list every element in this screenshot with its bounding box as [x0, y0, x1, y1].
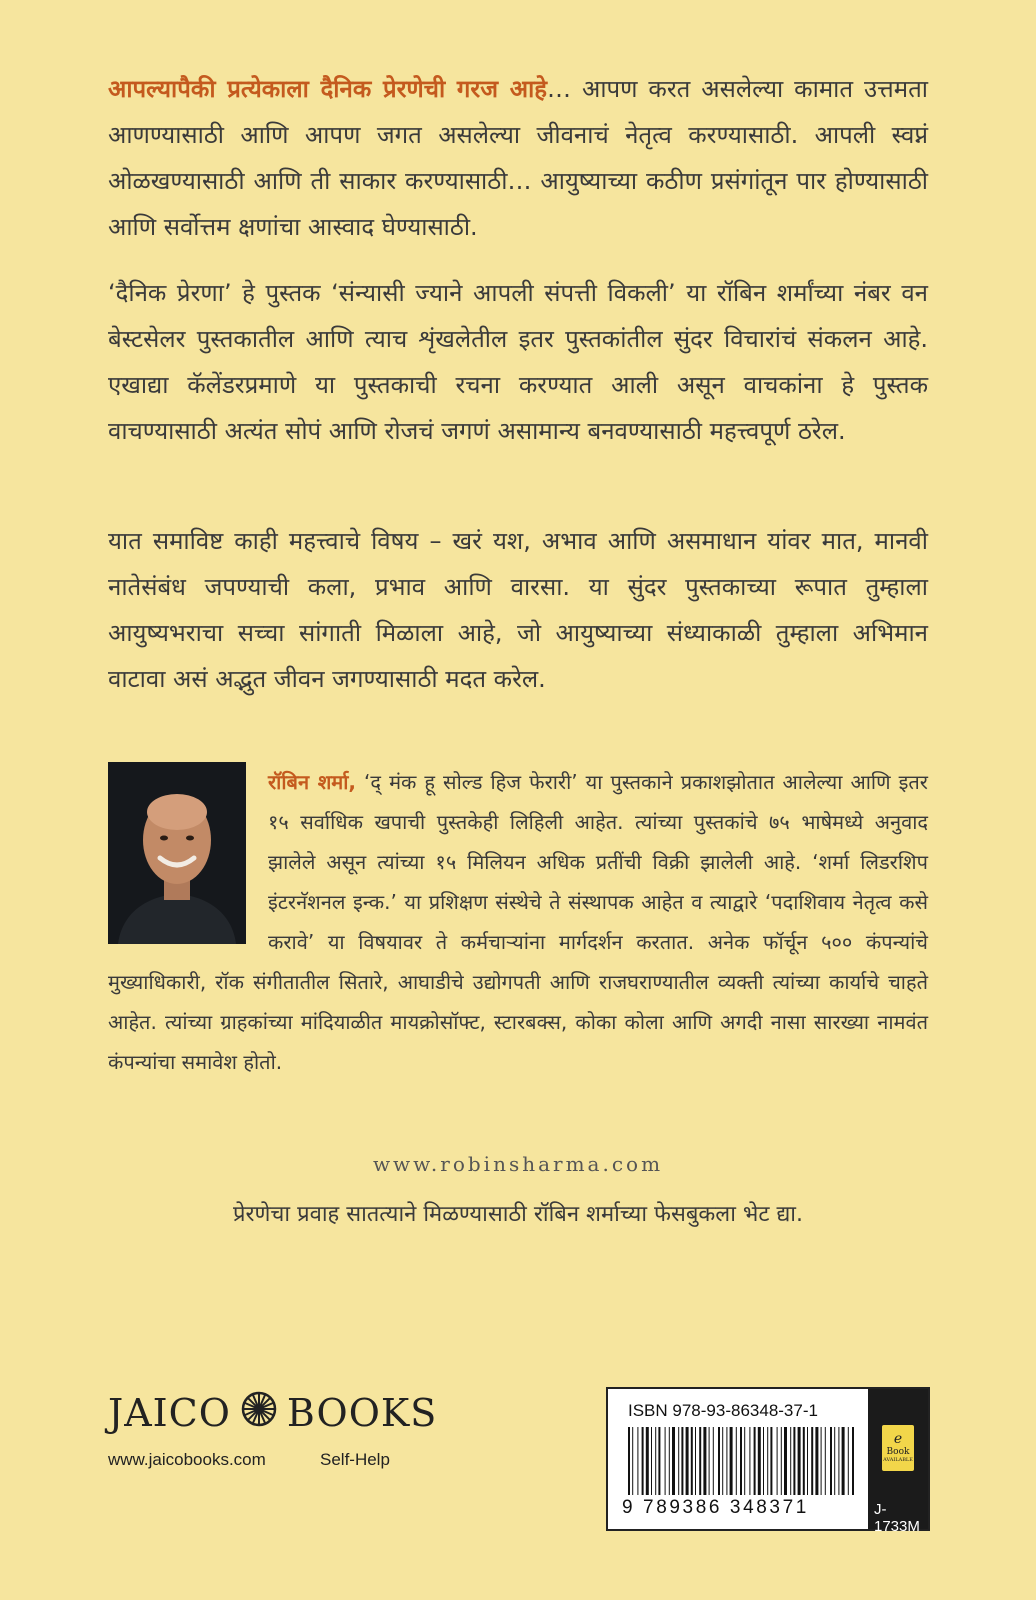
publisher-logo-left: JAICO	[108, 1391, 231, 1435]
topics-paragraph: यात समाविष्ट काही महत्त्वाचे विषय – खरं यश, अभाव आणि असमाधान यांवर मात, मानवी नातेसंबंध जपण्याची कला, प्रभाव आणि वारसा. या सुंदर पुस्तकाच्या रूपात तुम्हाला आयुष्यभराचा सच्चा सांगाती मिळाला आहे, जो आयुष्याच्या संध्याकाळी तुम्हाला अभिमान वाटावा असं अद्भुत जीवन जगण्यासाठी मदत करेल.	[108, 527, 928, 693]
author-bio-text: ‘द् मंक हू सोल्ड हिज फेरारी’ या पुस्तकाने प्रकाशझोतात आलेल्या आणि इतर १५ सर्वाधिक खपाची पुस्तकेही लिहिली आहेत. त्यांच्या पुस्तकांचे ७५ भाषेमध्ये अनुवाद झालेले असून त्यांच्या १५ मिलियन अधिक प्रतींची विक्री झालेली आहे. ‘शर्मा लिडरशिप इंटरनॅशनल इन्क.’ या प्रशिक्षण संस्थेचे ते संस्थापक आहेत व त्याद्वारे ‘पदाशिवाय नेतृत्व कसे करावे’ या विषयावर ते कर्मचाऱ्यांना मार्गदर्शन करतात. अनेक फॉर्चून ५०० कंपन्यांचे मुख्याधिकारी, रॉक संगीतातील सितारे, आघाडीचे उद्योगपती आणि राजघराण्यातील व्यक्ती त्यांच्या कार्याचे चाहते आहेत. त्यांच्या ग्राहकांच्या मांदियाळीत मायक्रोसॉफ्ट, स्टारबक्स, कोका कोला आणि अगदी नासा सारख्या नामवंत कंपन्यांचा समावेश होतो.	[108, 770, 928, 1074]
facebook-line: प्रेरणेचा प्रवाह सातत्याने मिळण्यासाठी रॉबिन शर्माच्या फेसबुकला भेट द्या.	[232, 1202, 804, 1227]
author-section	[108, 762, 928, 1082]
barcode-digits: 9 789386 348371	[622, 1497, 809, 1518]
book-category: Self-Help	[320, 1450, 390, 1469]
intro-highlight: आपल्यापैकी प्रत्येकाला दैनिक प्रेरणेची गरज आहे	[108, 75, 547, 103]
ebook-e: e	[893, 1431, 903, 1447]
publisher-logo	[108, 1390, 437, 1436]
wheel-icon	[241, 1391, 277, 1436]
book-code: J-1733M	[874, 1501, 920, 1535]
side-strip	[868, 1389, 928, 1535]
intro-paragraph	[108, 66, 928, 250]
barcode-box	[606, 1387, 930, 1535]
author-website[interactable]: www.robinsharma.com	[372, 1152, 664, 1176]
ebook-available: AVAILABLE	[883, 1457, 913, 1463]
publisher-website[interactable]: www.jaicobooks.com	[108, 1450, 266, 1469]
publisher-logo-right: BOOKS	[286, 1391, 438, 1435]
ebook-badge-icon	[882, 1425, 914, 1471]
barcode-icon	[626, 1427, 856, 1497]
author-photo	[108, 762, 246, 944]
description-paragraph: ‘दैनिक प्रेरणा’ हे पुस्तक ‘संन्यासी ज्याने आपली संपत्ती विकली’ या रॉबिन शर्मांच्या नंबर वन बेस्टसेलर पुस्तकातील आणि त्याच शृंखलेतील इतर पुस्तकांतील सुंदर विचारांचं संकलन आहे. एखाद्या कॅलेंडरप्रमाणे या पुस्तकाची रचना करण्यात आली असून वाचकांना हे पुस्तक वाचण्यासाठी अत्यंत सोपं आणि रोजचं जगणं असामान्य बनवण्यासाठी महत्त्वपूर्ण ठरेल.	[108, 279, 928, 445]
ebook-label: Book	[886, 1447, 910, 1457]
isbn-text: ISBN 978-93-86348-37-1	[628, 1401, 818, 1420]
intro-text: … आपण करत असलेल्या कामात उत्तमता आणण्यासाठी आणि आपण जगत असलेल्या जीवनाचं नेतृत्व करण्यासाठी. आपली स्वप्नं ओळखण्यासाठी आणि ती साकार करण्यासाठी… आयुष्याच्या कठीण प्रसंगांतून पार होण्यासाठी आणि सर्वोत्तम क्षणांचा आस्वाद घेण्यासाठी.	[108, 75, 928, 241]
author-name: रॉबिन शर्मा,	[268, 770, 357, 794]
